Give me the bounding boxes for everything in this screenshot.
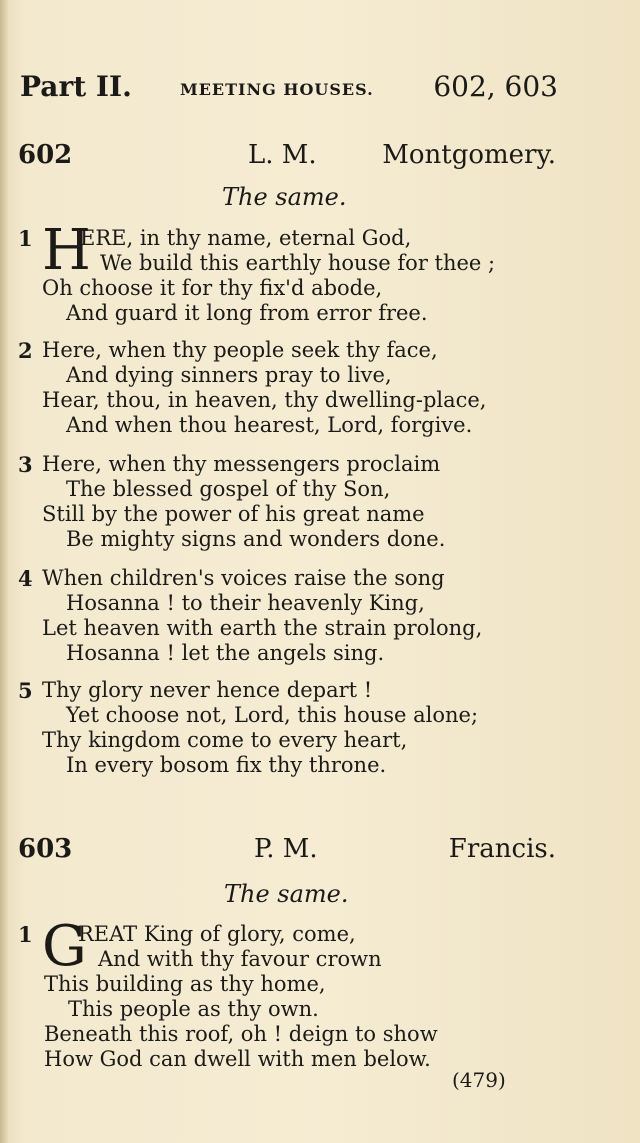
hymn-subtitle: The same. <box>224 880 349 908</box>
verse-line: Be mighty signs and wonders done. <box>66 527 446 551</box>
verse-line: Thy glory never hence depart ! <box>42 678 373 702</box>
drop-cap: G <box>42 914 87 979</box>
stanza-number: 1 <box>18 922 33 947</box>
hymn-subtitle: The same. <box>222 183 347 211</box>
hymn-meter: P. M. <box>254 834 318 864</box>
verse-line: Hear, thou, in heaven, thy dwelling-place, <box>42 388 487 412</box>
verse-line: Yet choose not, Lord, this house alone; <box>66 703 479 727</box>
hymn-number: 603 <box>18 834 73 864</box>
stanza-number: 1 <box>18 226 33 251</box>
verse-line: Here, when thy messengers proclaim <box>42 452 441 476</box>
verse-line: And with thy favour crown <box>98 947 382 971</box>
stanza-number: 3 <box>18 452 33 477</box>
verse-line: In every bosom fix thy throne. <box>66 753 387 777</box>
verse-line: Still by the power of his great name <box>42 502 425 526</box>
verse-line: REAT King of glory, come, <box>78 922 356 946</box>
verse-line: Hosanna ! to their heavenly King, <box>66 591 425 615</box>
verse-line: The blessed gospel of thy Son, <box>66 477 391 501</box>
verse-line: Here, when thy people seek thy face, <box>42 338 438 362</box>
section-title: MEETING HOUSES. <box>180 80 374 99</box>
hymn-602-heading <box>18 140 558 174</box>
stanza-number: 4 <box>18 566 33 591</box>
verse-line: And when thou hearest, Lord, forgive. <box>66 413 473 437</box>
hymn-numbers: 602, 603 <box>433 70 558 103</box>
verse-line: How God can dwell with men below. <box>44 1047 431 1071</box>
stanza-number: 5 <box>18 678 33 703</box>
verse-line: Let heaven with earth the strain prolong, <box>42 616 483 640</box>
verse-line: Beneath this roof, oh ! deign to show <box>44 1022 438 1046</box>
verse-line: Thy kingdom come to every heart, <box>42 728 408 752</box>
running-header <box>20 70 560 110</box>
verse-line: ERE, in thy name, eternal God, <box>80 226 412 250</box>
verse-line: Hosanna ! let the angels sing. <box>66 641 385 665</box>
verse-line: And guard it long from error free. <box>66 301 428 325</box>
hymn-number: 602 <box>18 140 73 170</box>
hymn-meter: L. M. <box>248 140 317 170</box>
verse-line: This people as thy own. <box>68 997 319 1021</box>
hymn-tune: Francis. <box>448 834 556 864</box>
verse-line: When children's voices raise the song <box>42 566 445 590</box>
stanza-number: 2 <box>18 338 33 363</box>
page-number: (479) <box>452 1068 506 1092</box>
verse-line: This building as thy home, <box>44 972 326 996</box>
drop-cap: H <box>42 218 91 283</box>
page-gutter <box>0 0 8 1143</box>
hymn-603-heading <box>18 834 558 868</box>
verse-line: Oh choose it for thy fix'd abode, <box>42 276 383 300</box>
part-label: Part II. <box>20 70 132 103</box>
verse-line: And dying sinners pray to live, <box>66 363 392 387</box>
verse-line: We build this earthly house for thee ; <box>100 251 496 275</box>
hymn-tune: Montgomery. <box>382 140 556 170</box>
